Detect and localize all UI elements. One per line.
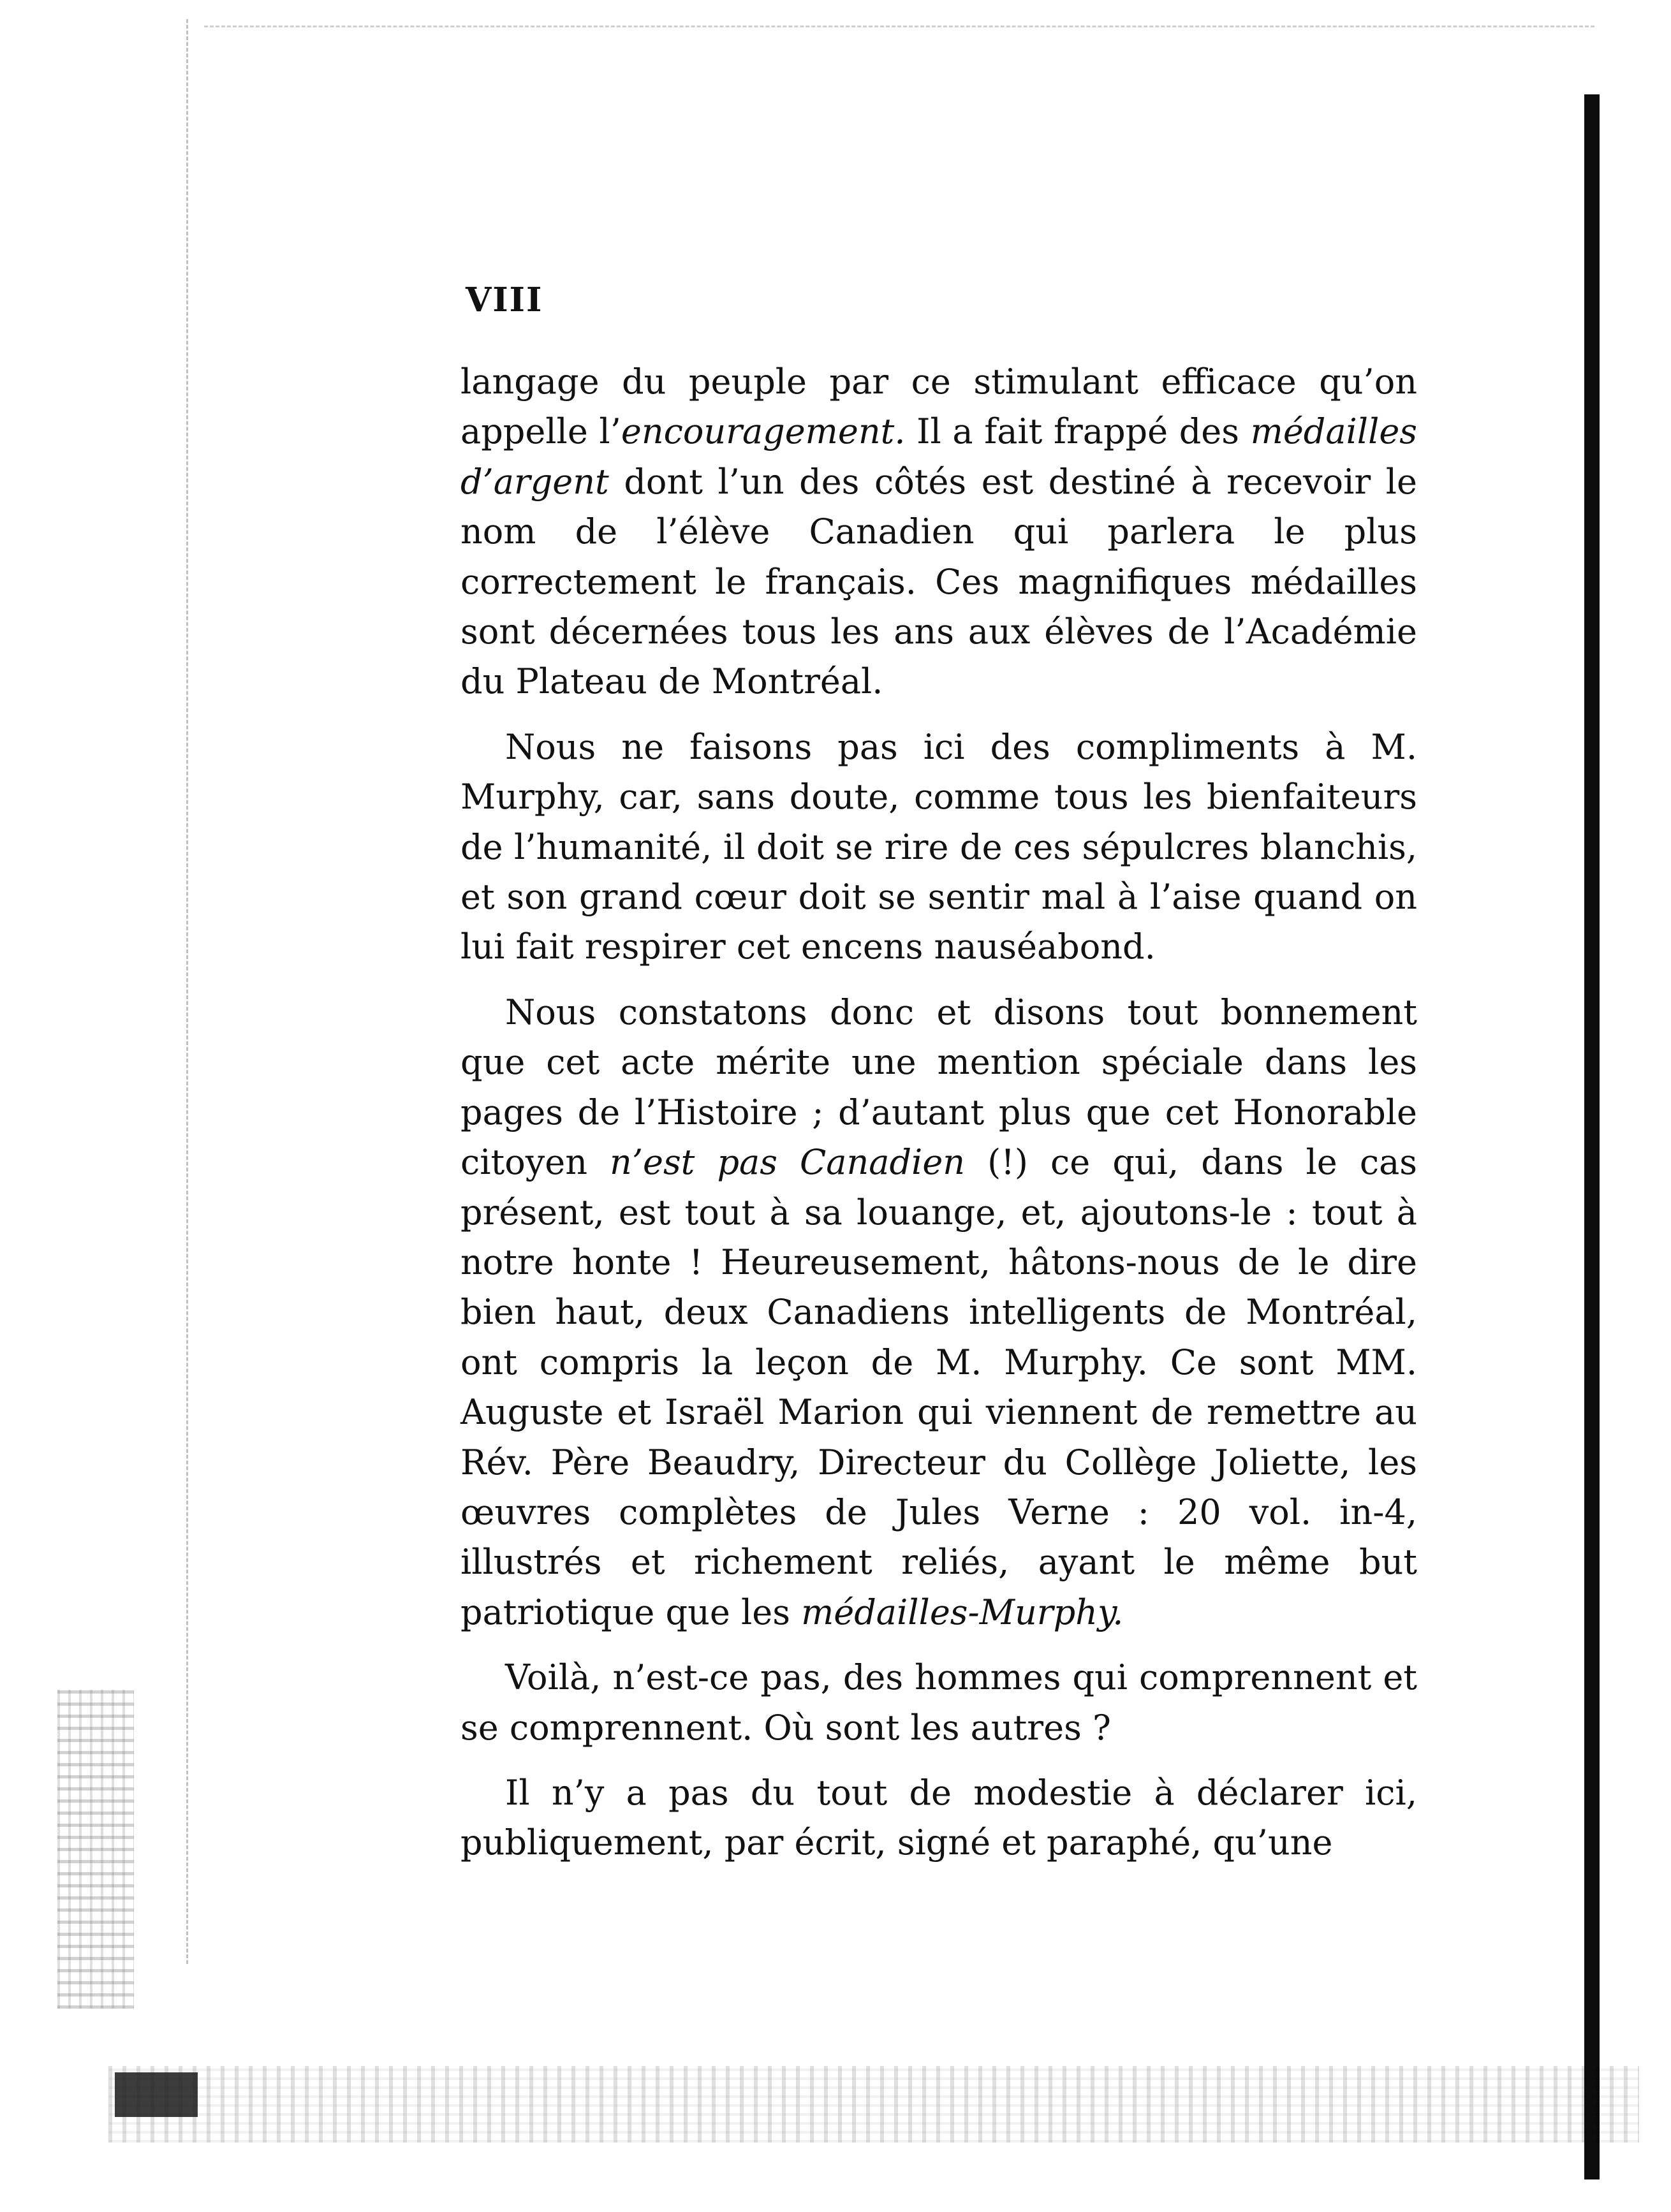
paragraph [460, 1653, 1417, 1753]
text-run: Il a fait frappé des [905, 411, 1251, 452]
italic-run: encouragement. [621, 411, 906, 452]
body-text [460, 357, 1417, 1884]
paragraph [460, 722, 1417, 972]
scan-left-speckle [57, 1690, 134, 2009]
scan-bottom-smudge [108, 2066, 1639, 2142]
text-run: (!) ce qui, dans le cas présent, est tout à sa louange, et, ajoutons-le : tout à notre honte ! Heureusement, hâtons-nous de le dire bien haut, deux Canadiens intelligents de Montréal, ont compris la leçon de M. Murphy. Ce sont MM. Auguste et Israël Marion qui viennent de remettre au Rév. Père Beaudry, Directeur du Collège Joliette, les œuvres complètes de Jules Verne : 20 vol. in-4, illustrés et richement reliés, ayant le même but patriotique que les [460, 1142, 1417, 1632]
scan-bottom-left-block [115, 2072, 198, 2117]
scan-right-edge-bar [1584, 94, 1600, 2179]
italic-run: médailles d’argent [460, 411, 1418, 502]
paragraph [460, 357, 1417, 707]
text-run: Il n’y a pas du tout de modestie à déclarer ici, publiquement, par écrit, signé et paraphé, qu’une [460, 1772, 1417, 1863]
italic-run: n’est pas Canadien [610, 1142, 966, 1183]
italic-run: médailles-Murphy. [801, 1592, 1124, 1632]
scan-top-edge [204, 26, 1594, 27]
text-run: Voilà, n’est-ce pas, des hommes qui comprennent et se comprennent. Où sont les autres ? [460, 1657, 1417, 1748]
text-run: langage du peuple par ce stimulant efficace qu’on appelle l’ [460, 362, 1417, 452]
text-run: dont l’un des côtés est destiné à recevoir le nom de l’élève Canadien qui parlera le plus correctement le français. Ces magnifiques médailles sont décernées tous les ans aux élèves de l’Académie du Plateau de Montréal. [460, 461, 1417, 702]
paragraph [460, 1768, 1417, 1868]
text-run: Nous ne faisons pas ici des compliments à M. Murphy, car, sans doute, comme tous les bienfaiteurs de l’humanité, il doit se rire de ces sépulcres blanchis, et son grand cœur doit se sentir mal à l’aise quand on lui fait respirer cet encens nauséabond. [460, 726, 1417, 967]
scan-left-edge [186, 19, 193, 1964]
text-run: Nous constatons donc et disons tout bonnement que cet acte mérite une mention spéciale dans les pages de l’Histoire ; d’autant plus que cet Honorable citoyen [460, 992, 1417, 1183]
page-number: VIII [466, 281, 543, 319]
paragraph [460, 988, 1417, 1637]
